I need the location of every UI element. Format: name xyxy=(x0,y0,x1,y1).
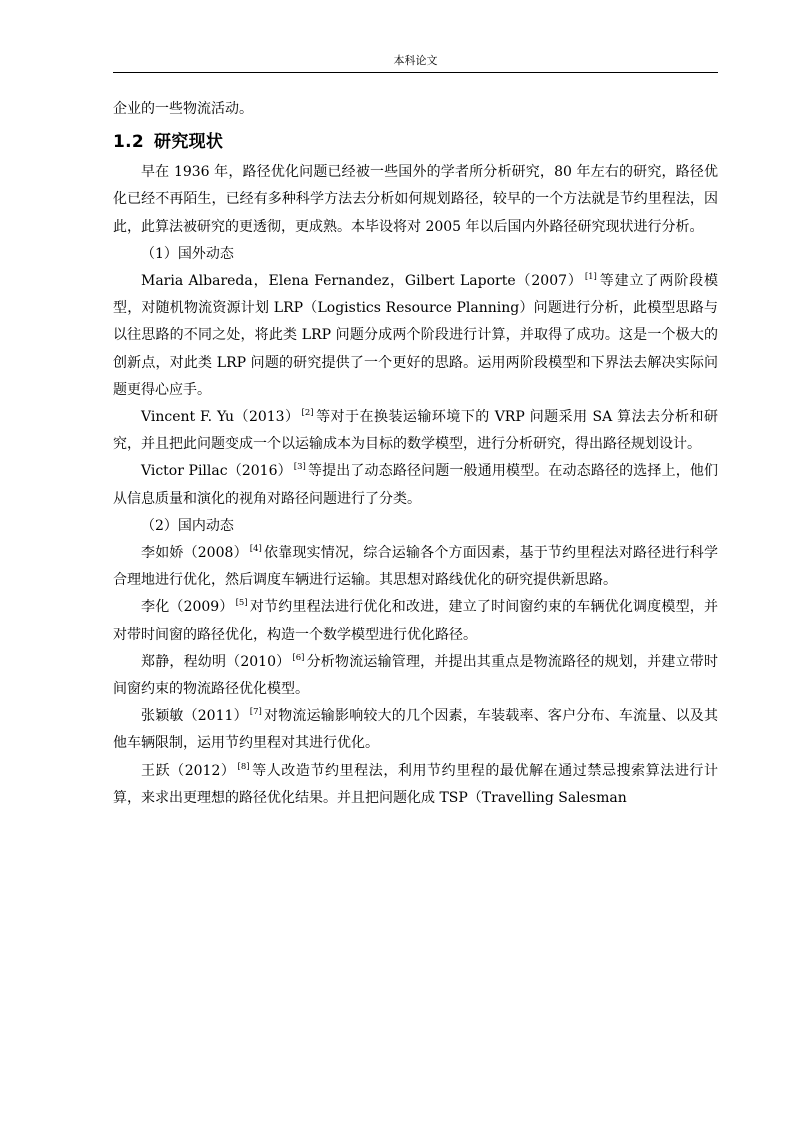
review-paragraph xyxy=(113,649,718,703)
section-number: 1.2 xyxy=(113,132,145,153)
section-title: 研究现状 xyxy=(154,132,224,153)
citation-ref: [7] xyxy=(249,707,262,718)
review-paragraph xyxy=(113,458,718,512)
section-heading xyxy=(113,123,718,159)
citation-author: 王跃（2012） xyxy=(141,762,236,779)
body-text xyxy=(113,96,718,812)
page-header xyxy=(113,50,718,74)
review-text: 等提出了动态路径问题一般通用模型。在动态路径的选择上，他们从信息质量和演化的视角对路径问题进行了分类。 xyxy=(113,463,718,507)
subheading-domestic: （2）国内动态 xyxy=(141,517,234,534)
citation-author: 李化（2009） xyxy=(141,599,234,616)
review-text: 依靠现实情况，综合运输各个方面因素，基于节约里程法对路径进行科学合理地进行优化，然后调度车辆进行运输。其思想对路线优化的研究提供新思路。 xyxy=(113,545,718,589)
review-text: 对物流运输影响较大的几个因素，车装载率、客户分布、车流量、以及其他车辆限制，运用节约里程对其进行优化。 xyxy=(113,708,718,752)
subheading-foreign: （1）国外动态 xyxy=(141,245,234,262)
citation-ref: [3] xyxy=(293,462,306,473)
citation-author: Vincent F. Yu（2013） xyxy=(141,409,300,426)
citation-ref: [5] xyxy=(235,598,248,609)
review-text: 分析物流运输管理，并提出其重点是物流路径的规划，并建立带时间窗约束的物流路径优化模型。 xyxy=(113,653,719,698)
review-paragraph xyxy=(113,404,718,458)
citation-author: Victor Pillac（2016） xyxy=(141,463,292,480)
intro-line: 企业的一些物流活动。 xyxy=(113,101,253,117)
citation-ref: [4] xyxy=(249,544,262,555)
citation-author: 李如娇（2008） xyxy=(141,545,248,562)
review-paragraph xyxy=(113,594,718,648)
header-rule xyxy=(113,72,718,73)
running-header-title: 本科论文 xyxy=(393,54,438,67)
citation-ref: [8] xyxy=(237,761,250,772)
review-paragraph xyxy=(113,758,718,812)
review-paragraph xyxy=(113,540,718,594)
citation-ref: [1] xyxy=(584,272,597,283)
review-paragraph xyxy=(113,703,718,757)
citation-author: 张颖敏（2011） xyxy=(141,708,248,725)
citation-author: Maria Albareda，Elena Fernandez，Gilbert Laporte（2007） xyxy=(141,273,583,290)
review-text: 等建立了两阶段模型，对随机物流资源计划 LRP（Logistics Resource Planning）问题进行分析，此模型思路与以往思路的不同之处，将此类 LRP 问题分成两个阶段进行计算，并取得了成功。这是一个极大的创新点，对此类 LRP 问题的研究提供了一个更好的思路。运用两阶段模型和下界法去解决实际问题更得心应手。 xyxy=(113,273,719,398)
citation-author: 郑静，程幼明（2010） xyxy=(141,653,291,670)
overview-paragraph: 早在 1936 年，路径优化问题已经被一些国外的学者所分析研究，80 年左右的研究，路径优化已经不再陌生，已经有多种科学方法去分析如何规划路径，较早的一个方法就是节约里程法，因此，此算法被研究的更透彻，更成熟。本毕设将对 2005 年以后国内外路径研究现状进行分析。 xyxy=(113,164,718,235)
review-text: 对节约里程法进行优化和改进，建立了时间窗约束的车辆优化调度模型，并对带时间窗的路径优化，构造一个数学模型进行优化路径。 xyxy=(113,599,718,643)
citation-ref: [2] xyxy=(301,408,314,419)
review-text: 等对于在换装运输环境下的 VRP 问题采用 SA 算法去分析和研究，并且把此问题变成一个以运输成本为目标的数学模型，进行分析研究，得出路径规划设计。 xyxy=(113,409,719,453)
review-text: 等人改造节约里程法，利用节约里程的最优解在通过禁忌搜索算法进行计算，来求出更理想的路径优化结果。并且把问题化成 TSP（Travelling Salesman xyxy=(113,762,718,806)
review-paragraph xyxy=(113,268,718,404)
citation-ref: [6] xyxy=(292,652,305,663)
